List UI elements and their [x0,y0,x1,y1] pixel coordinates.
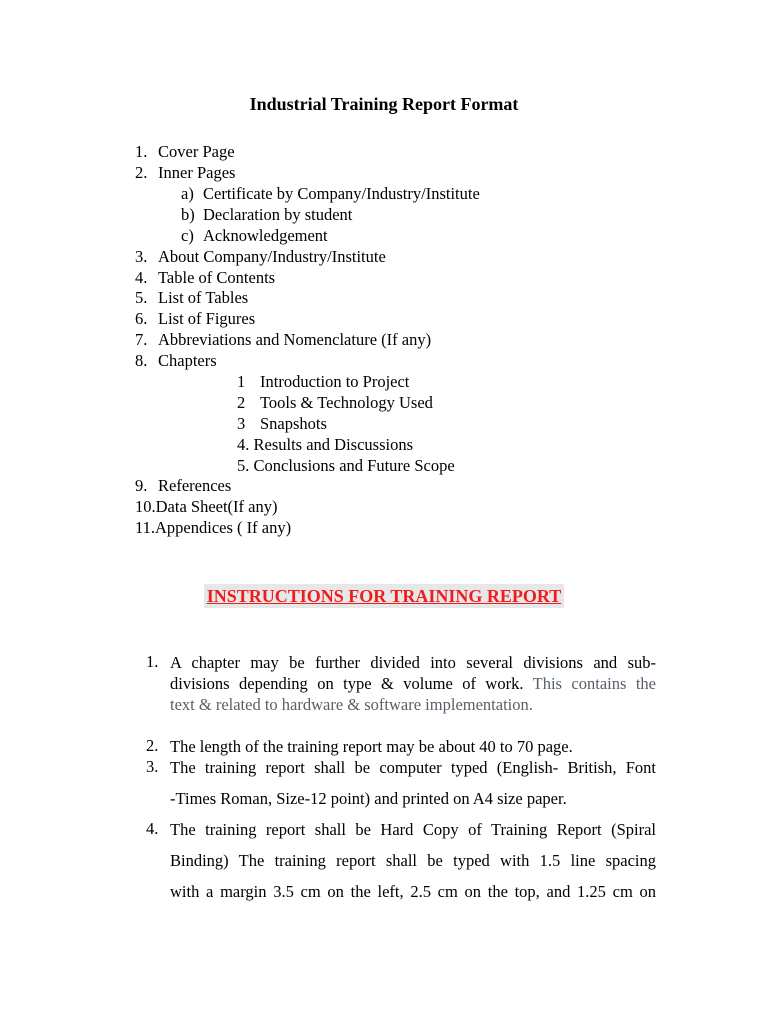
list-item [135,247,386,267]
item-number: 4. [135,268,148,287]
list-item [237,414,327,434]
item-label: Chapters [158,351,217,370]
item-number: 1 [237,372,246,391]
instruction-line: with a margin 3.5 cm on the left, 2.5 cm on the top, and 1.25 cm on [170,882,656,901]
instruction-text: divisions depending on type & volume of work. [170,674,524,693]
item-number: c) [181,226,194,245]
list-item [237,393,433,413]
document-title: Industrial Training Report Format [249,94,519,114]
item-number: 9. [135,476,148,495]
instruction-line: The length of the training report may be about 40 to 70 page. [170,737,573,756]
item-label: Snapshots [260,414,327,433]
item-label: References [158,476,232,495]
item-number: 3. [135,247,148,266]
item-label: List of Tables [158,288,249,307]
list-item [135,288,249,308]
item-number: 10. [135,497,156,516]
list-item [181,184,480,204]
instruction-line: Binding) The training report shall be typed with 1.5 line spacing [170,851,656,870]
instruction-text-gray: This contains the [532,674,656,693]
item-label: Declaration by student [203,205,353,224]
list-item [181,205,353,225]
instruction-number: 1. [146,652,159,671]
list-item [237,456,455,476]
instruction-item [146,757,656,809]
instruction-item [146,819,656,902]
item-label: Appendices ( If any) [155,518,292,537]
item-label: 5. Conclusions and Future Scope [237,456,455,475]
instruction-number: 3. [146,757,159,776]
item-label: List of Figures [158,309,256,328]
item-label: Inner Pages [158,163,236,182]
item-label: Cover Page [158,142,235,161]
list-item [237,372,410,392]
item-label: 4. Results and Discussions [237,435,414,454]
instruction-number: 2. [146,736,159,755]
item-number: 7. [135,330,148,349]
item-label: Introduction to Project [260,372,410,391]
list-item [135,351,217,371]
instruction-line: text & related to hardware & software implementation. [170,695,533,714]
item-number: b) [181,205,195,224]
instruction-item [146,736,656,757]
item-label: Abbreviations and Nomenclature (If any) [158,330,432,349]
instruction-line [170,673,656,694]
instruction-line: A chapter may be further divided into several divisions and sub- [170,653,656,672]
item-number: a) [181,184,194,203]
instruction-line: The training report shall be computer typed (English- British, Font [170,758,656,777]
list-item [135,497,277,517]
item-label: Table of Contents [158,268,276,287]
item-number: 1. [135,142,148,161]
list-item [135,476,232,496]
item-number: 2 [237,393,246,412]
item-label: Acknowledgement [203,226,328,245]
instruction-item [146,652,656,715]
list-item [237,435,413,455]
instruction-line: -Times Roman, Size-12 point) and printed on A4 size paper. [170,789,567,808]
item-label: Data Sheet(If any) [155,497,278,516]
list-item [135,268,276,288]
list-item [135,163,236,183]
list-item [181,226,328,246]
item-number: 8. [135,351,148,370]
instruction-line: The training report shall be Hard Copy of Training Report (Spiral [170,820,656,839]
instructions-heading-wrap [0,584,768,608]
item-label: About Company/Industry/Institute [158,247,386,266]
item-number: 6. [135,309,148,328]
list-item [135,142,235,162]
item-label: Certificate by Company/Industry/Institute [203,184,480,203]
item-number: 11. [135,518,156,537]
item-number: 3 [237,414,246,433]
item-label: Tools & Technology Used [260,393,433,412]
item-number: 2. [135,163,148,182]
instruction-number: 4. [146,819,159,838]
list-item [135,330,432,350]
list-item [135,309,256,329]
list-item [135,518,291,538]
item-number: 5. [135,288,148,307]
instructions-heading: INSTRUCTIONS FOR TRAINING REPORT [204,584,565,608]
